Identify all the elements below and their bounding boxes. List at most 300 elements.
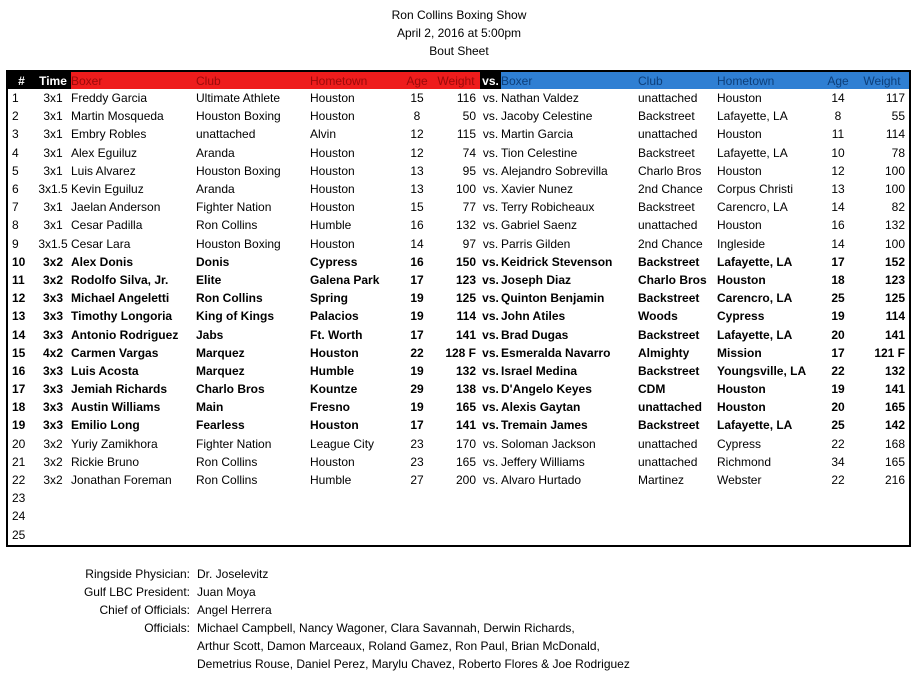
col-blue-club: Club — [638, 72, 717, 89]
table-row — [8, 507, 909, 525]
table-row — [8, 398, 909, 416]
red-boxer: Michael Angeletti — [71, 291, 170, 306]
blue-club: unattached — [638, 91, 698, 106]
bout-number: 5 — [12, 163, 19, 178]
vs-label: vs. — [482, 127, 499, 142]
red-hometown: Alvin — [310, 127, 337, 142]
blue-age — [821, 489, 855, 507]
blue-boxer: Esmeralda Navarro — [501, 345, 611, 360]
table-row — [8, 380, 909, 398]
red-boxer: Jemiah Richards — [71, 382, 168, 397]
red-boxer: Jaelan Anderson — [71, 200, 161, 215]
blue-hometown: Lafayette, LA — [717, 418, 793, 433]
bout-rows — [8, 89, 909, 544]
blue-weight: 152 — [884, 254, 905, 269]
bout-time: 3x1.5 — [38, 236, 68, 251]
blue-boxer: Joseph Diaz — [501, 272, 572, 287]
red-club: Ron Collins — [196, 218, 258, 233]
red-age: 16 — [410, 254, 424, 269]
bout-number: 3 — [12, 127, 19, 142]
blue-age: 12 — [831, 163, 845, 178]
vs-label: vs. — [482, 200, 499, 215]
col-num: # — [8, 72, 35, 89]
bout-number: 17 — [12, 382, 26, 397]
red-age: 17 — [410, 418, 424, 433]
blue-age: 20 — [831, 327, 845, 342]
red-weight: 125 — [455, 291, 476, 306]
bout-time: 3x1 — [43, 109, 63, 124]
red-age: 23 — [410, 454, 424, 469]
vs-label: vs. — [482, 418, 499, 433]
blue-boxer: Israel Medina — [501, 363, 578, 378]
red-weight: 132 — [455, 363, 476, 378]
table-row — [8, 416, 909, 434]
blue-age: 16 — [831, 218, 845, 233]
blue-boxer: John Atiles — [501, 309, 566, 324]
bout-time: 3x3 — [42, 309, 64, 324]
blue-hometown: Lafayette, LA — [717, 254, 793, 269]
red-boxer: Rodolfo Silva, Jr. — [71, 272, 169, 287]
bout-time: 3x3 — [42, 291, 64, 306]
vs-label: vs. — [482, 236, 499, 251]
table-row — [8, 526, 909, 544]
blue-age: 17 — [831, 345, 845, 360]
vs-label — [480, 507, 501, 525]
red-age: 19 — [410, 291, 424, 306]
col-blue-boxer: Boxer — [501, 72, 638, 89]
red-club: Houston Boxing — [196, 109, 281, 124]
red-age: 8 — [413, 109, 421, 124]
bout-number: 7 — [12, 200, 19, 215]
bout-number: 24 — [12, 509, 26, 524]
blue-club: Backstreet — [638, 200, 695, 215]
vs-label — [480, 489, 501, 507]
red-weight: 128 F — [445, 345, 476, 360]
sheet-subtitle: Bout Sheet — [429, 44, 489, 58]
table-row — [8, 162, 909, 180]
blue-boxer: Tremain James — [501, 418, 588, 433]
physician-label: Ringside Physician: — [85, 567, 190, 581]
red-boxer: Luis Acosta — [71, 363, 139, 378]
red-boxer: Jonathan Foreman — [71, 473, 172, 488]
blue-hometown: Corpus Christi — [717, 182, 794, 197]
bout-number: 6 — [12, 182, 19, 197]
red-weight: 132 — [455, 218, 476, 233]
red-weight: 150 — [455, 254, 476, 269]
vs-label: vs. — [482, 363, 499, 378]
red-hometown: Houston — [310, 345, 359, 360]
blue-age: 19 — [831, 309, 845, 324]
blue-boxer: Xavier Nunez — [501, 182, 574, 197]
vs-label: vs. — [482, 382, 499, 397]
red-club: Ron Collins — [196, 454, 258, 469]
blue-club: unattached — [638, 454, 698, 469]
blue-age: 8 — [834, 109, 842, 124]
blue-hometown: Carencro, LA — [717, 200, 788, 215]
red-weight: 115 — [456, 127, 476, 142]
col-time: Time — [35, 72, 71, 89]
table-row — [8, 362, 909, 380]
red-weight: 114 — [456, 309, 476, 324]
red-hometown — [310, 507, 402, 525]
blue-club: 2nd Chance — [638, 182, 703, 197]
bout-table — [8, 72, 909, 544]
red-age — [402, 507, 432, 525]
blue-boxer: Alexis Gaytan — [501, 400, 581, 415]
bout-number: 8 — [12, 218, 19, 233]
red-hometown: Houston — [310, 418, 359, 433]
red-hometown: Spring — [310, 291, 348, 306]
red-hometown: Galena Park — [310, 272, 380, 287]
bout-time: 3x1.5 — [38, 182, 68, 197]
bout-time — [35, 526, 71, 544]
blue-club: Martinez — [638, 473, 685, 488]
red-boxer: Embry Robles — [71, 127, 147, 142]
red-boxer: Carmen Vargas — [71, 345, 159, 360]
red-club: Fearless — [196, 418, 245, 433]
blue-weight: 82 — [891, 200, 905, 215]
blue-age: 22 — [831, 473, 845, 488]
blue-boxer — [501, 526, 638, 544]
bout-number: 15 — [12, 345, 26, 360]
red-club — [196, 489, 310, 507]
blue-weight — [855, 489, 909, 507]
table-row — [8, 235, 909, 253]
officials-line-2: Arthur Scott, Damon Marceaux, Roland Gamez, Ron Paul, Brian McDonald, — [197, 639, 600, 653]
red-weight: 170 — [455, 436, 476, 451]
bout-time: 3x2 — [43, 473, 63, 488]
physician-name: Dr. Joselevitz — [197, 567, 269, 581]
chief-name: Angel Herrera — [197, 603, 272, 617]
bout-number: 2 — [12, 109, 19, 124]
blue-weight: 78 — [891, 145, 905, 160]
blue-age: 34 — [831, 454, 845, 469]
table-row — [8, 271, 909, 289]
blue-age: 25 — [831, 418, 845, 433]
blue-weight: 141 — [884, 327, 905, 342]
vs-label: vs. — [482, 436, 499, 451]
blue-age: 25 — [831, 291, 845, 306]
bout-number: 12 — [12, 291, 26, 306]
blue-club: Backstreet — [638, 254, 700, 269]
blue-age: 10 — [831, 145, 845, 160]
officials-label: Officials: — [144, 621, 190, 635]
bout-time: 3x2 — [43, 454, 63, 469]
blue-hometown: Lafayette, LA — [717, 327, 793, 342]
blue-weight: 132 — [884, 363, 905, 378]
red-hometown — [310, 489, 402, 507]
red-club: King of Kings — [196, 309, 274, 324]
bout-time: 3x1 — [43, 91, 63, 106]
bout-time: 3x3 — [42, 327, 64, 342]
table-row — [8, 198, 909, 216]
red-age: 23 — [410, 436, 424, 451]
red-boxer: Luis Alvarez — [71, 163, 136, 178]
president-name: Juan Moya — [197, 585, 256, 599]
chief-label: Chief of Officials: — [99, 603, 190, 617]
header-row — [8, 72, 909, 89]
red-club: Jabs — [196, 327, 224, 342]
blue-weight: 125 — [884, 291, 905, 306]
vs-label: vs. — [482, 218, 499, 233]
red-boxer: Austin Williams — [71, 400, 161, 415]
bout-time: 3x2 — [42, 254, 64, 269]
blue-club: Woods — [638, 309, 678, 324]
blue-boxer: Martin Garcia — [501, 127, 574, 142]
bout-time: 3x3 — [42, 400, 64, 415]
red-boxer: Alex Eguiluz — [71, 145, 138, 160]
bout-number: 16 — [12, 363, 26, 378]
blue-club: Almighty — [638, 345, 690, 360]
blue-hometown: Richmond — [717, 454, 772, 469]
red-age: 12 — [410, 145, 424, 160]
red-weight: 100 — [455, 182, 476, 197]
red-weight: 50 — [462, 109, 476, 124]
red-hometown: Houston — [310, 145, 355, 160]
blue-club: unattached — [638, 436, 698, 451]
blue-club — [638, 526, 717, 544]
blue-weight: 121 F — [874, 345, 905, 360]
blue-weight: 168 — [884, 436, 905, 451]
bout-number: 23 — [12, 491, 26, 506]
bout-time: 3x1 — [43, 218, 63, 233]
red-weight: 141 — [455, 327, 476, 342]
red-boxer: Alex Donis — [71, 254, 134, 269]
bout-number: 25 — [12, 527, 26, 542]
red-hometown: Houston — [310, 109, 355, 124]
col-blue-weight: Weight — [855, 72, 909, 89]
bout-number: 13 — [12, 309, 26, 324]
red-club: Ron Collins — [196, 473, 258, 488]
blue-boxer: Jeffery Williams — [501, 454, 585, 469]
red-hometown: Humble — [310, 363, 355, 378]
blue-age: 22 — [831, 436, 845, 451]
blue-club: Backstreet — [638, 291, 700, 306]
blue-club: Charlo Bros — [638, 163, 702, 178]
table-row — [8, 216, 909, 234]
red-weight: 165 — [455, 454, 476, 469]
blue-hometown — [717, 526, 821, 544]
blue-club: unattached — [638, 127, 698, 142]
table-row — [8, 253, 909, 271]
red-age: 19 — [410, 309, 424, 324]
red-club: Marquez — [196, 363, 245, 378]
vs-label: vs. — [482, 473, 499, 488]
blue-hometown: Webster — [717, 473, 762, 488]
red-weight: 116 — [456, 91, 476, 106]
officials-line-3: Demetrius Rouse, Daniel Perez, Marylu Chavez, Roberto Flores & Joe Rodriguez — [197, 657, 630, 671]
vs-label: vs. — [482, 272, 499, 287]
blue-club: Backstreet — [638, 109, 695, 124]
blue-club: CDM — [638, 382, 666, 397]
col-red-age: Age — [402, 72, 432, 89]
red-weight: 97 — [462, 236, 476, 251]
red-club — [196, 526, 310, 544]
blue-age: 19 — [831, 382, 845, 397]
red-weight — [432, 507, 480, 525]
red-hometown — [310, 526, 402, 544]
red-boxer — [71, 526, 196, 544]
red-hometown: Palacios — [310, 309, 359, 324]
blue-weight: 114 — [885, 309, 905, 324]
blue-weight: 117 — [885, 91, 905, 106]
vs-label: vs. — [482, 291, 499, 306]
col-blue-age: Age — [821, 72, 855, 89]
blue-weight: 100 — [884, 163, 905, 178]
bout-time: 3x3 — [42, 418, 64, 433]
table-row — [8, 144, 909, 162]
col-red-club: Club — [196, 72, 310, 89]
blue-boxer: Terry Robicheaux — [501, 200, 595, 215]
red-club: Ultimate Athlete — [196, 91, 281, 106]
bout-number: 1 — [12, 91, 19, 106]
blue-age: 13 — [831, 182, 845, 197]
red-weight: 77 — [462, 200, 476, 215]
vs-label: vs. — [482, 109, 499, 124]
red-club: unattached — [196, 127, 256, 142]
vs-label: vs. — [482, 345, 499, 360]
vs-label: vs. — [482, 254, 499, 269]
red-age: 27 — [410, 473, 424, 488]
blue-weight: 216 — [884, 473, 905, 488]
president-label: Gulf LBC President: — [83, 585, 190, 599]
red-hometown: Houston — [310, 454, 355, 469]
bout-table-frame — [6, 70, 911, 547]
red-age: 15 — [410, 91, 424, 106]
bout-time: 4x2 — [42, 345, 64, 360]
red-weight: 141 — [455, 418, 476, 433]
red-club: Charlo Bros — [196, 382, 265, 397]
red-weight: 123 — [455, 272, 476, 287]
bout-number: 14 — [12, 327, 26, 342]
blue-hometown: Lafayette, LA — [717, 109, 788, 124]
blue-boxer: D'Angelo Keyes — [501, 382, 592, 397]
table-row — [8, 180, 909, 198]
red-boxer: Martin Mosqueda — [71, 109, 164, 124]
table-row — [8, 453, 909, 471]
vs-label: vs. — [482, 327, 499, 342]
bout-number: 4 — [12, 145, 19, 160]
red-age — [402, 526, 432, 544]
bout-number: 18 — [12, 400, 26, 415]
red-age: 29 — [410, 382, 424, 397]
table-row — [8, 307, 909, 325]
red-club: Ron Collins — [196, 291, 263, 306]
table-row — [8, 107, 909, 125]
vs-label: vs. — [482, 91, 499, 106]
blue-boxer: Parris Gilden — [501, 236, 571, 251]
blue-club: Charlo Bros — [638, 272, 707, 287]
bout-time: 3x1 — [43, 127, 63, 142]
blue-boxer — [501, 489, 638, 507]
blue-weight: 165 — [884, 454, 905, 469]
blue-club: Backstreet — [638, 363, 700, 378]
blue-hometown: Houston — [717, 272, 766, 287]
show-date: April 2, 2016 at 5:00pm — [396, 26, 522, 40]
vs-label: vs. — [482, 145, 499, 160]
red-weight: 165 — [455, 400, 476, 415]
blue-hometown — [717, 507, 821, 525]
red-hometown: League City — [310, 436, 375, 451]
blue-weight: 142 — [884, 418, 905, 433]
red-age: 13 — [410, 163, 424, 178]
blue-hometown: Cypress — [717, 436, 762, 451]
bout-time — [35, 507, 71, 525]
red-boxer: Timothy Longoria — [71, 309, 173, 324]
officials-line-1: Michael Campbell, Nancy Wagoner, Clara Savannah, Derwin Richards, — [197, 621, 575, 635]
blue-boxer: Quinton Benjamin — [501, 291, 605, 306]
bout-number: 9 — [12, 236, 19, 251]
blue-hometown: Houston — [717, 163, 762, 178]
table-row — [8, 471, 909, 489]
blue-club: 2nd Chance — [638, 236, 703, 251]
red-hometown: Houston — [310, 200, 355, 215]
blue-boxer: Keidrick Stevenson — [501, 254, 613, 269]
red-hometown: Fresno — [310, 400, 351, 415]
blue-boxer — [501, 507, 638, 525]
col-red-boxer: Boxer — [71, 72, 196, 89]
blue-hometown: Cypress — [717, 309, 765, 324]
red-club: Fighter Nation — [196, 200, 272, 215]
red-club: Donis — [196, 254, 230, 269]
red-age: 19 — [410, 363, 424, 378]
show-title: Ron Collins Boxing Show — [391, 8, 527, 22]
bout-number: 19 — [12, 418, 26, 433]
col-blue-hometown: Hometown — [717, 72, 821, 89]
red-age: 15 — [410, 200, 424, 215]
blue-age — [821, 507, 855, 525]
blue-age: 14 — [831, 200, 845, 215]
blue-hometown: Carencro, LA — [717, 291, 793, 306]
red-hometown: Humble — [310, 218, 352, 233]
red-age: 13 — [410, 182, 424, 197]
vs-label: vs. — [482, 182, 499, 197]
red-club — [196, 507, 310, 525]
blue-age — [821, 526, 855, 544]
vs-label: vs. — [482, 309, 499, 324]
col-vs: vs. — [480, 72, 501, 89]
bout-time: 3x3 — [42, 363, 64, 378]
red-boxer — [71, 507, 196, 525]
blue-club: unattached — [638, 400, 703, 415]
red-hometown: Houston — [310, 91, 355, 106]
blue-boxer: Soloman Jackson — [501, 436, 596, 451]
red-club: Marquez — [196, 345, 245, 360]
blue-boxer: Brad Dugas — [501, 327, 569, 342]
red-age: 14 — [410, 236, 424, 251]
bout-time: 3x3 — [42, 382, 64, 397]
red-club: Houston Boxing — [196, 163, 281, 178]
red-weight: 200 — [455, 473, 476, 488]
blue-hometown — [717, 489, 821, 507]
blue-hometown: Houston — [717, 91, 762, 106]
blue-weight: 100 — [884, 182, 905, 197]
table-row — [8, 89, 909, 107]
red-weight: 74 — [462, 145, 476, 160]
vs-label: vs. — [482, 163, 499, 178]
bout-number: 20 — [12, 436, 26, 451]
red-club: Elite — [196, 272, 222, 287]
blue-hometown: Houston — [717, 382, 766, 397]
bout-time: 3x1 — [43, 163, 63, 178]
blue-club — [638, 489, 717, 507]
red-age: 22 — [410, 345, 424, 360]
vs-label: vs. — [482, 454, 499, 469]
bout-time — [35, 489, 71, 507]
red-club: Aranda — [196, 145, 235, 160]
blue-weight — [855, 507, 909, 525]
blue-weight: 123 — [884, 272, 905, 287]
